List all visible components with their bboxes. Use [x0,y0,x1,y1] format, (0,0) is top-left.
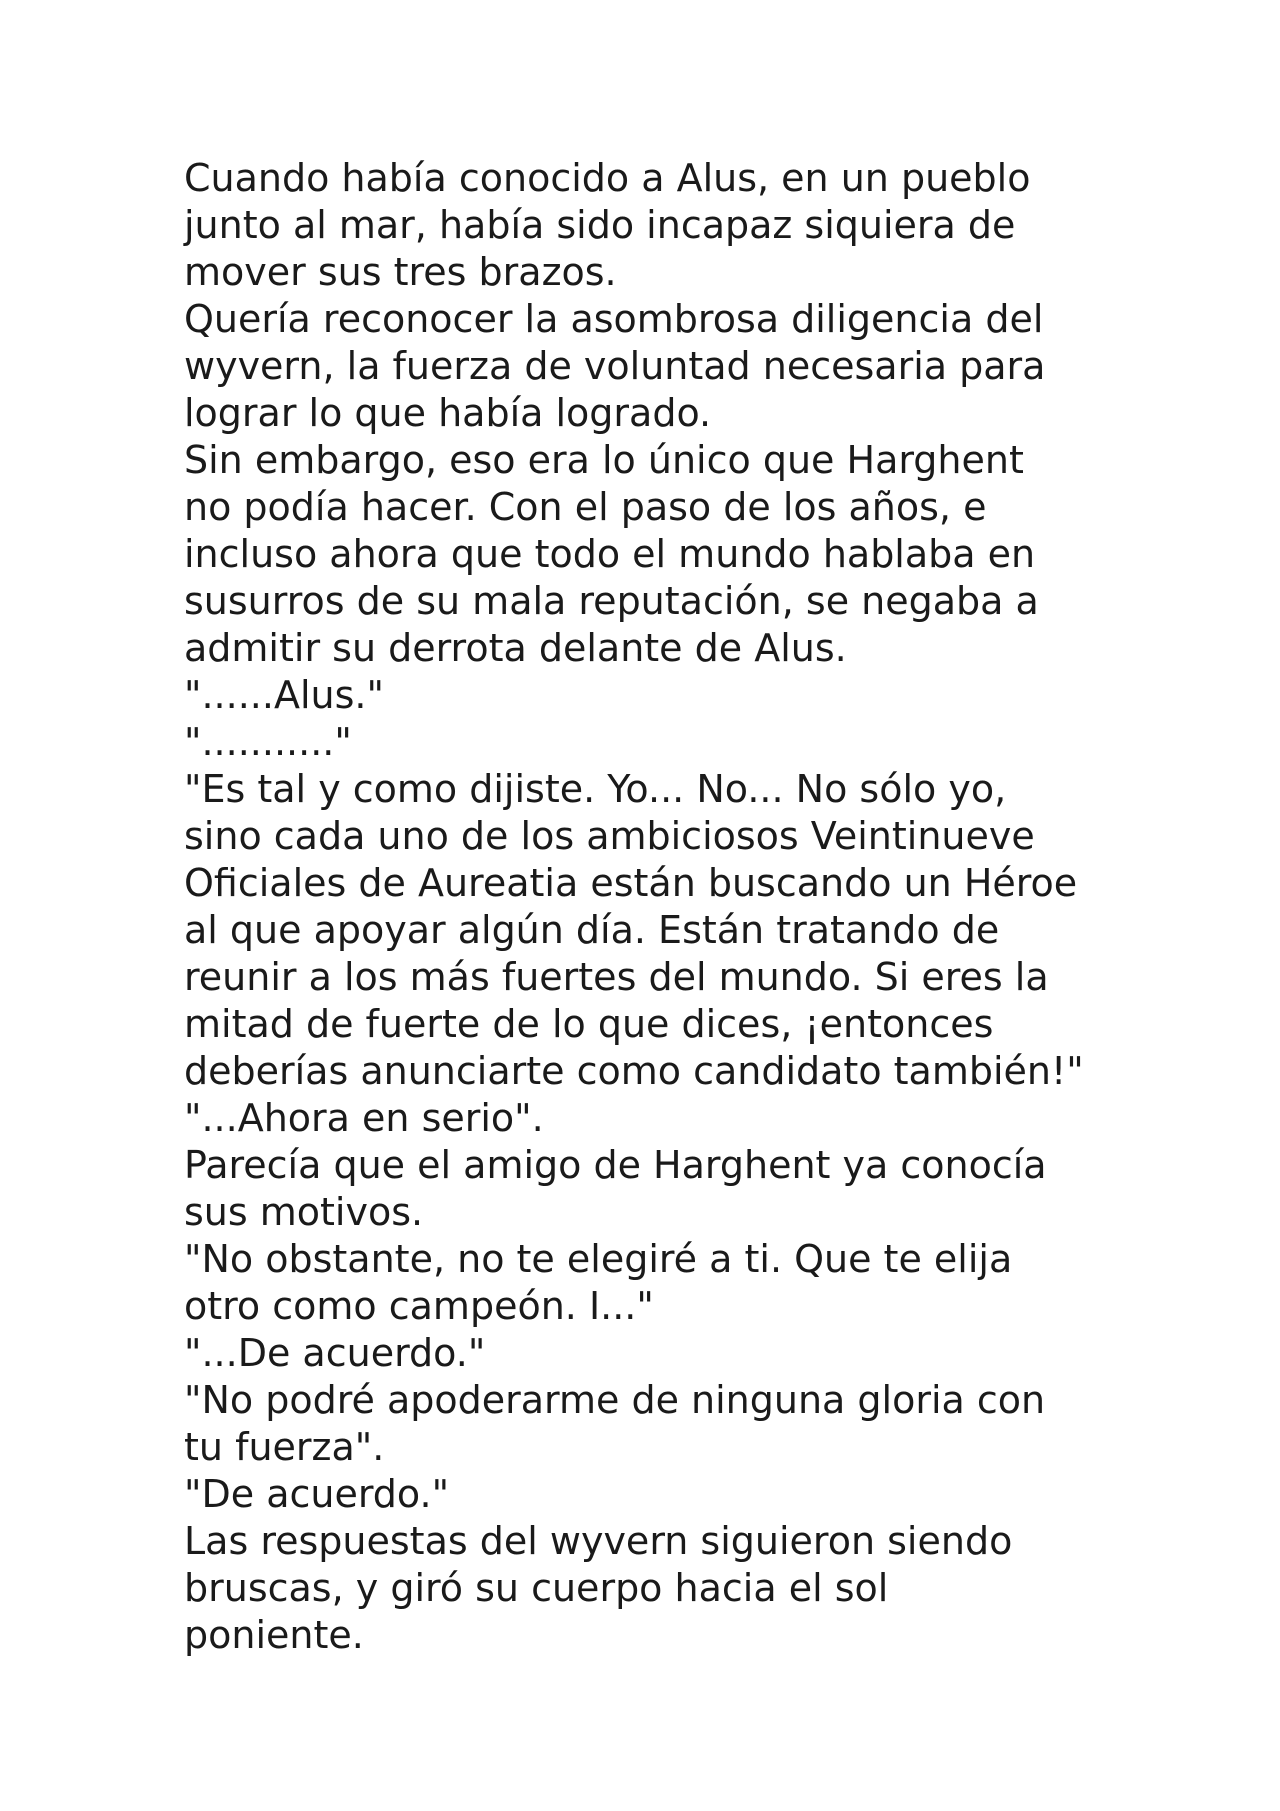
text-line: otro como campeón. I..." [184,1284,654,1328]
text-line: "..........." [184,720,352,764]
text-line: "...De acuerdo." [184,1331,486,1375]
text-line: "......Alus." [184,673,384,717]
text-line: Oficiales de Aureatia están buscando un Héroe [184,861,1078,905]
text-line: reunir a los más fuertes del mundo. Si eres la [184,955,1049,999]
text-line: sus motivos. [184,1190,424,1234]
text-line: al que apoyar algún día. Están tratando de [184,908,1000,952]
text-line: junto al mar, había sido incapaz siquiera de [184,203,1016,247]
text-line: "De acuerdo." [184,1472,450,1516]
text-line: Las respuestas del wyvern siguieron siendo [184,1519,1013,1563]
text-line: mover sus tres brazos. [184,250,617,294]
text-line: lograr lo que había logrado. [184,391,712,435]
text-line: no podía hacer. Con el paso de los años, e [184,485,987,529]
text-line: wyvern, la fuerza de voluntad necesaria para [184,344,1046,388]
text-line: "Es tal y como dijiste. Yo... No... No sólo yo, [184,767,1007,811]
text-line: sino cada uno de los ambiciosos Veintinueve [184,814,1035,858]
text-line: "No obstante, no te elegiré a ti. Que te elija [184,1237,1013,1281]
text-line: susurros de su mala reputación, se negaba a [184,579,1039,623]
document-page [184,155,1184,1659]
text-line: admitir su derrota delante de Alus. [184,626,847,670]
text-line: tu fuerza". [184,1425,385,1469]
text-line: deberías anunciarte como candidato también!" [184,1049,1084,1093]
text-line: poniente. [184,1613,364,1657]
text-line: mitad de fuerte de lo que dices, ¡entonces [184,1002,994,1046]
text-line: Sin embargo, eso era lo único que Harghent [184,438,1024,482]
text-line: "...Ahora en serio". [184,1096,544,1140]
text-line: bruscas, y giró su cuerpo hacia el sol [184,1566,889,1610]
text-line: "No podré apoderarme de ninguna gloria con [184,1378,1046,1422]
text-line: Cuando había conocido a Alus, en un pueblo [184,156,1031,200]
text-line: Quería reconocer la asombrosa diligencia del [184,297,1044,341]
text-line: Parecía que el amigo de Harghent ya conocía [184,1143,1047,1187]
text-line: incluso ahora que todo el mundo hablaba en [184,532,1036,576]
